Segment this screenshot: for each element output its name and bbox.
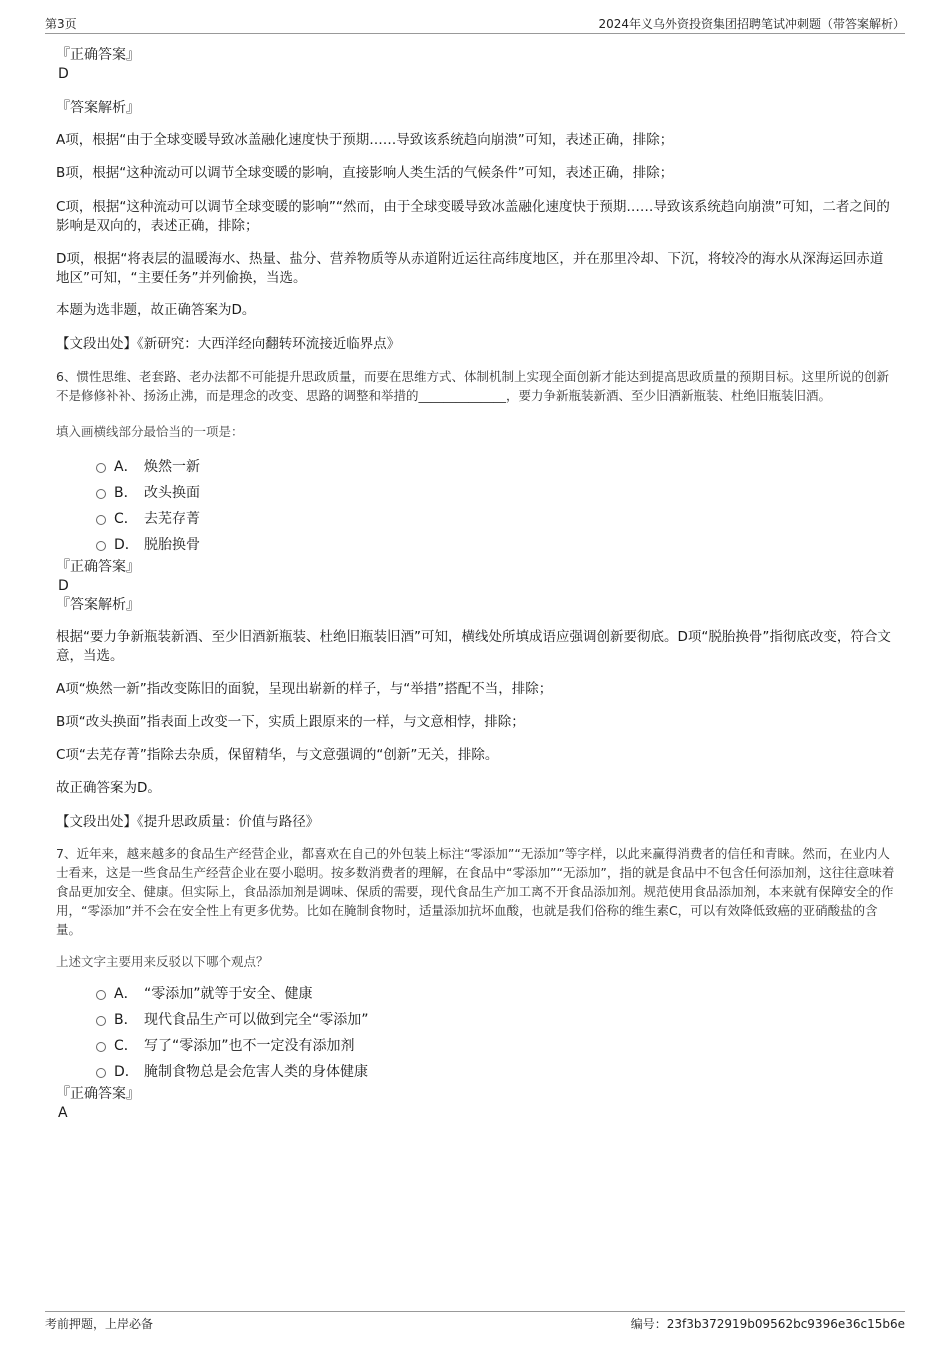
analysis-paragraph: A项“焕然一新”指改变陈旧的面貌，呈现出崭新的样子，与“举措”搭配不当，排除；	[56, 681, 553, 697]
radio-icon[interactable]	[96, 515, 106, 525]
stem-text: 6、惯性思维、老套路、老办法都不可能提升思政质量，而要在思维方式、体制机制上实现全面创新才能达到提高思政质量的预期目标。这里所说的创新不是修修补补、扬汤止沸，而是理念的改变、思路的调整和举措的	[56, 369, 889, 403]
option-letter: A．	[114, 986, 138, 1002]
document-id: 编号：23f3b372919b09562bc9396e36c15b6e	[630, 1317, 905, 1331]
question-prompt: 填入画横线部分最恰当的一项是：	[56, 424, 244, 439]
answer-label: 『正确答案』	[56, 1086, 140, 1102]
option-c[interactable]	[56, 1033, 896, 1059]
analysis-label: 『答案解析』	[56, 100, 140, 116]
option-text: “零添加”就等于安全、健康	[144, 986, 313, 1002]
stem-text: ，要力争新瓶装新酒、至少旧酒新瓶装、杜绝旧瓶装旧酒。	[506, 388, 832, 403]
option-letter: D．	[114, 537, 139, 553]
options-list	[56, 981, 896, 1085]
radio-icon[interactable]	[96, 1042, 106, 1052]
analysis-paragraph: C项“去芜存菁”指除去杂质，保留精华，与文意强调的“创新”无关，排除。	[56, 747, 499, 763]
option-letter: D．	[114, 1064, 139, 1080]
option-text: 写了“零添加”也不一定没有添加剂	[144, 1038, 355, 1054]
analysis-label: 『答案解析』	[56, 597, 140, 613]
option-b[interactable]	[56, 480, 896, 506]
analysis-paragraph: B项，根据“这种流动可以调节全球变暖的影响，直接影响人类生活的气候条件”可知，表述正确，排除；	[56, 165, 674, 181]
option-letter: B．	[114, 1012, 138, 1028]
radio-icon[interactable]	[96, 1016, 106, 1026]
option-d[interactable]	[56, 532, 896, 558]
option-letter: C．	[114, 1038, 138, 1054]
answer-value: D	[58, 578, 69, 594]
option-text: 焕然一新	[144, 459, 200, 475]
option-d[interactable]	[56, 1059, 896, 1085]
analysis-paragraph: D项，根据“将表层的温暖海水、热量、盐分、营养物质等从赤道附近运往高纬度地区，并在那里冷却、下沉，将较冷的海水从深海运回赤道地区”可知，“主要任务”并列偷换，当选。	[56, 251, 884, 286]
option-text: 腌制食物总是会危害人类的身体健康	[144, 1064, 368, 1080]
option-letter: B．	[114, 485, 138, 501]
source-citation: 【文段出处】《新研究：大西洋经向翻转环流接近临界点》	[56, 336, 401, 352]
analysis-paragraph: C项，根据“这种流动可以调节全球变暖的影响”“然而，由于全球变暖导致冰盖融化速度快于预期……导致该系统趋向崩溃”可知，二者之间的影响是双向的，表述正确，排除；	[56, 199, 890, 234]
option-c[interactable]	[56, 506, 896, 532]
answer-label: 『正确答案』	[56, 47, 140, 63]
radio-icon[interactable]	[96, 541, 106, 551]
radio-icon[interactable]	[96, 1068, 106, 1078]
radio-icon[interactable]	[96, 489, 106, 499]
answer-label: 『正确答案』	[56, 559, 140, 575]
radio-icon[interactable]	[96, 463, 106, 473]
option-letter: C．	[114, 511, 138, 527]
option-text: 现代食品生产可以做到完全“零添加”	[144, 1012, 369, 1028]
footer-slogan: 考前押题，上岸必备	[45, 1317, 154, 1331]
document-title: 2024年义乌外资投资集团招聘笔试冲刺题（带答案解析）	[598, 17, 905, 31]
option-text: 去芜存菁	[144, 511, 200, 527]
analysis-paragraph: A项，根据“由于全球变暖导致冰盖融化速度快于预期……导致该系统趋向崩溃”可知，表述正确，排除；	[56, 132, 674, 148]
option-text: 脱胎换骨	[144, 537, 200, 553]
option-letter: A．	[114, 459, 138, 475]
option-b[interactable]	[56, 1007, 896, 1033]
page-header	[45, 15, 905, 34]
option-a[interactable]	[56, 454, 896, 480]
analysis-paragraph: 根据“要力争新瓶装新酒、至少旧酒新瓶装、杜绝旧瓶装旧酒”可知，横线处所填成语应强调创新要彻底。D项“脱胎换骨”指彻底改变，符合文意，当选。	[56, 629, 891, 664]
analysis-paragraph: B项“改头换面”指表面上改变一下，实质上跟原来的一样，与文意相悖，排除；	[56, 714, 525, 730]
question-prompt: 上述文字主要用来反驳以下哪个观点？	[56, 954, 269, 969]
option-text: 改头换面	[144, 485, 200, 501]
option-a[interactable]	[56, 981, 896, 1007]
answer-value: A	[58, 1105, 68, 1121]
page-footer	[45, 1311, 905, 1331]
page-content	[56, 46, 896, 1123]
fill-blank: ______________	[418, 388, 507, 403]
source-citation: 【文段出处】《提升思政质量：价值与路径》	[56, 814, 320, 830]
analysis-paragraph: 本题为选非题，故正确答案为D。	[56, 302, 256, 318]
options-list	[56, 454, 896, 558]
analysis-paragraph: 故正确答案为D。	[56, 780, 161, 796]
question-stem	[56, 367, 896, 405]
question-stem: 7、近年来，越来越多的食品生产经营企业，都喜欢在自己的外包装上标注“零添加”“无添加”等字样，以此来赢得消费者的信任和青睐。然而，在业内人士看来，这是一些食品生产经营企业在耍小聪明。按多数消费者的理解，在食品中“零添加”“无添加”，指的就是食品中不包含任何添加剂，这往往意味着食品更加安全、健康。但实际上，食品添加剂是调味、保质的需要，现代食品生产加工离不开食品添加剂。规范使用食品添加剂，本来就有保障安全的作用，“零添加”并不会在安全性上有更多优势。比如在腌制食物时，适量添加抗坏血酸，也就是我们俗称的维生素C，可以有效降低致癌的亚硝酸盐的含量。	[56, 846, 895, 937]
radio-icon[interactable]	[96, 990, 106, 1000]
answer-value: D	[58, 66, 69, 82]
page-number: 第3页	[45, 17, 77, 31]
